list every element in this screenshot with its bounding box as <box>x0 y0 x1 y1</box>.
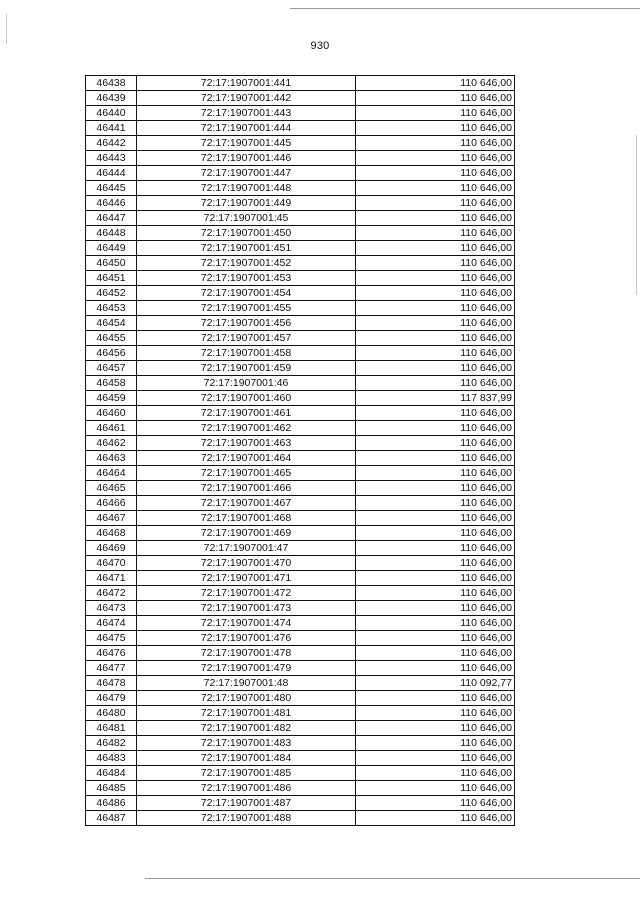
cadastral-number-cell: 72:17:1907001:463 <box>137 436 356 451</box>
cadastral-value-cell: 110 646,00 <box>356 481 515 496</box>
cadastral-number-cell: 72:17:1907001:457 <box>137 331 356 346</box>
table-row <box>86 811 515 826</box>
cadastral-number-cell: 72:17:1907001:473 <box>137 601 356 616</box>
cadastral-value-cell: 110 646,00 <box>356 256 515 271</box>
cadastral-value-cell: 110 646,00 <box>356 706 515 721</box>
table-row <box>86 541 515 556</box>
table-row <box>86 241 515 256</box>
cadastral-value-cell: 110 646,00 <box>356 211 515 226</box>
scan-edge-bottom <box>145 878 640 879</box>
cadastral-value-cell: 110 646,00 <box>356 121 515 136</box>
table-row <box>86 526 515 541</box>
row-number-cell: 46465 <box>86 481 137 496</box>
table-row <box>86 286 515 301</box>
cadastral-number-cell: 72:17:1907001:454 <box>137 286 356 301</box>
cadastral-number-cell: 72:17:1907001:442 <box>137 91 356 106</box>
row-number-cell: 46469 <box>86 541 137 556</box>
row-number-cell: 46440 <box>86 106 137 121</box>
row-number-cell: 46461 <box>86 421 137 436</box>
row-number-cell: 46482 <box>86 736 137 751</box>
row-number-cell: 46479 <box>86 691 137 706</box>
cadastral-value-cell: 110 646,00 <box>356 571 515 586</box>
table-row <box>86 406 515 421</box>
scan-edge-top <box>290 8 640 9</box>
table-row <box>86 316 515 331</box>
cadastral-number-cell: 72:17:1907001:474 <box>137 616 356 631</box>
cadastral-number-cell: 72:17:1907001:441 <box>137 76 356 91</box>
row-number-cell: 46483 <box>86 751 137 766</box>
cadastral-number-cell: 72:17:1907001:488 <box>137 811 356 826</box>
row-number-cell: 46475 <box>86 631 137 646</box>
table-row <box>86 166 515 181</box>
cadastral-value-cell: 110 646,00 <box>356 271 515 286</box>
cadastral-value-cell: 110 646,00 <box>356 541 515 556</box>
table-row <box>86 556 515 571</box>
cadastral-value-cell: 110 646,00 <box>356 586 515 601</box>
row-number-cell: 46453 <box>86 301 137 316</box>
cadastral-value-cell: 110 646,00 <box>356 556 515 571</box>
table-row <box>86 106 515 121</box>
table-row <box>86 676 515 691</box>
table-row <box>86 256 515 271</box>
table-row <box>86 646 515 661</box>
row-number-cell: 46438 <box>86 76 137 91</box>
cadastral-value-cell: 110 646,00 <box>356 616 515 631</box>
cadastral-value-cell: 110 646,00 <box>356 241 515 256</box>
row-number-cell: 46460 <box>86 406 137 421</box>
cadastral-value-cell: 110 646,00 <box>356 781 515 796</box>
row-number-cell: 46462 <box>86 436 137 451</box>
cadastral-value-cell: 110 646,00 <box>356 721 515 736</box>
row-number-cell: 46477 <box>86 661 137 676</box>
cadastral-number-cell: 72:17:1907001:479 <box>137 661 356 676</box>
cadastral-value-cell: 110 646,00 <box>356 406 515 421</box>
row-number-cell: 46443 <box>86 151 137 166</box>
row-number-cell: 46441 <box>86 121 137 136</box>
cadastral-number-cell: 72:17:1907001:45 <box>137 211 356 226</box>
cadastral-value-cell: 110 646,00 <box>356 181 515 196</box>
table-row <box>86 331 515 346</box>
cadastral-number-cell: 72:17:1907001:47 <box>137 541 356 556</box>
row-number-cell: 46451 <box>86 271 137 286</box>
cadastral-number-cell: 72:17:1907001:455 <box>137 301 356 316</box>
table-row <box>86 376 515 391</box>
row-number-cell: 46471 <box>86 571 137 586</box>
cadastral-number-cell: 72:17:1907001:476 <box>137 631 356 646</box>
table-row <box>86 151 515 166</box>
cadastral-value-cell: 110 646,00 <box>356 151 515 166</box>
row-number-cell: 46449 <box>86 241 137 256</box>
cadastral-number-cell: 72:17:1907001:469 <box>137 526 356 541</box>
cadastral-number-cell: 72:17:1907001:483 <box>137 736 356 751</box>
cadastral-number-cell: 72:17:1907001:450 <box>137 226 356 241</box>
cadastral-number-cell: 72:17:1907001:444 <box>137 121 356 136</box>
table-row <box>86 196 515 211</box>
cadastral-number-cell: 72:17:1907001:451 <box>137 241 356 256</box>
row-number-cell: 46474 <box>86 616 137 631</box>
table-row <box>86 301 515 316</box>
table-row <box>86 136 515 151</box>
table-row <box>86 451 515 466</box>
table-row <box>86 631 515 646</box>
cadastral-value-cell: 110 646,00 <box>356 496 515 511</box>
cadastral-number-cell: 72:17:1907001:472 <box>137 586 356 601</box>
row-number-cell: 46447 <box>86 211 137 226</box>
table-row <box>86 766 515 781</box>
row-number-cell: 46487 <box>86 811 137 826</box>
cadastral-number-cell: 72:17:1907001:465 <box>137 466 356 481</box>
table-row <box>86 751 515 766</box>
table-row <box>86 466 515 481</box>
row-number-cell: 46466 <box>86 496 137 511</box>
table-row <box>86 571 515 586</box>
cadastral-number-cell: 72:17:1907001:481 <box>137 706 356 721</box>
row-number-cell: 46481 <box>86 721 137 736</box>
row-number-cell: 46446 <box>86 196 137 211</box>
cadastral-value-cell: 110 646,00 <box>356 376 515 391</box>
cadastral-number-cell: 72:17:1907001:467 <box>137 496 356 511</box>
row-number-cell: 46454 <box>86 316 137 331</box>
table-row <box>86 601 515 616</box>
cadastral-value-cell: 110 646,00 <box>356 436 515 451</box>
row-number-cell: 46478 <box>86 676 137 691</box>
cadastral-value-cell: 110 092,77 <box>356 676 515 691</box>
cadastral-value-cell: 110 646,00 <box>356 286 515 301</box>
table-row <box>86 91 515 106</box>
row-number-cell: 46459 <box>86 391 137 406</box>
row-number-cell: 46476 <box>86 646 137 661</box>
cadastral-number-cell: 72:17:1907001:449 <box>137 196 356 211</box>
cadastral-number-cell: 72:17:1907001:480 <box>137 691 356 706</box>
cadastral-value-cell: 110 646,00 <box>356 346 515 361</box>
cadastral-value-cell: 110 646,00 <box>356 466 515 481</box>
table-row <box>86 481 515 496</box>
row-number-cell: 46480 <box>86 706 137 721</box>
row-number-cell: 46445 <box>86 181 137 196</box>
cadastral-value-cell: 110 646,00 <box>356 646 515 661</box>
cadastral-number-cell: 72:17:1907001:447 <box>137 166 356 181</box>
row-number-cell: 46450 <box>86 256 137 271</box>
cadastral-number-cell: 72:17:1907001:445 <box>137 136 356 151</box>
row-number-cell: 46484 <box>86 766 137 781</box>
table-body <box>86 76 515 826</box>
row-number-cell: 46470 <box>86 556 137 571</box>
cadastral-value-cell: 110 646,00 <box>356 421 515 436</box>
row-number-cell: 46486 <box>86 796 137 811</box>
table-row <box>86 211 515 226</box>
cadastral-value-cell: 110 646,00 <box>356 361 515 376</box>
table-row <box>86 121 515 136</box>
cadastral-value-cell: 110 646,00 <box>356 226 515 241</box>
row-number-cell: 46457 <box>86 361 137 376</box>
cadastral-value-cell: 110 646,00 <box>356 601 515 616</box>
table-row <box>86 361 515 376</box>
row-number-cell: 46467 <box>86 511 137 526</box>
cadastral-number-cell: 72:17:1907001:459 <box>137 361 356 376</box>
cadastral-value-cell: 110 646,00 <box>356 136 515 151</box>
cadastral-value-cell: 110 646,00 <box>356 736 515 751</box>
row-number-cell: 46452 <box>86 286 137 301</box>
cadastral-number-cell: 72:17:1907001:468 <box>137 511 356 526</box>
cadastral-value-cell: 110 646,00 <box>356 691 515 706</box>
row-number-cell: 46468 <box>86 526 137 541</box>
cadastral-value-cell: 110 646,00 <box>356 331 515 346</box>
row-number-cell: 46456 <box>86 346 137 361</box>
cadastral-number-cell: 72:17:1907001:485 <box>137 766 356 781</box>
cadastral-number-cell: 72:17:1907001:466 <box>137 481 356 496</box>
cadastral-number-cell: 72:17:1907001:471 <box>137 571 356 586</box>
cadastral-number-cell: 72:17:1907001:462 <box>137 421 356 436</box>
cadastral-number-cell: 72:17:1907001:448 <box>137 181 356 196</box>
cadastral-value-cell: 110 646,00 <box>356 106 515 121</box>
table-row <box>86 616 515 631</box>
cadastral-value-cell: 110 646,00 <box>356 811 515 826</box>
table-row <box>86 721 515 736</box>
row-number-cell: 46444 <box>86 166 137 181</box>
row-number-cell: 46464 <box>86 466 137 481</box>
row-number-cell: 46472 <box>86 586 137 601</box>
cadastral-value-cell: 110 646,00 <box>356 526 515 541</box>
table-row <box>86 181 515 196</box>
cadastral-value-cell: 110 646,00 <box>356 451 515 466</box>
row-number-cell: 46458 <box>86 376 137 391</box>
row-number-cell: 46442 <box>86 136 137 151</box>
table-row <box>86 436 515 451</box>
cadastral-number-cell: 72:17:1907001:453 <box>137 271 356 286</box>
row-number-cell: 46485 <box>86 781 137 796</box>
cadastral-value-cell: 117 837,99 <box>356 391 515 406</box>
cadastral-number-cell: 72:17:1907001:484 <box>137 751 356 766</box>
cadastral-value-cell: 110 646,00 <box>356 511 515 526</box>
cadastral-value-cell: 110 646,00 <box>356 631 515 646</box>
cadastral-number-cell: 72:17:1907001:456 <box>137 316 356 331</box>
cadastral-value-cell: 110 646,00 <box>356 166 515 181</box>
table-row <box>86 661 515 676</box>
cadastral-number-cell: 72:17:1907001:443 <box>137 106 356 121</box>
cadastral-value-cell: 110 646,00 <box>356 76 515 91</box>
cadastral-number-cell: 72:17:1907001:446 <box>137 151 356 166</box>
cadastral-value-cell: 110 646,00 <box>356 316 515 331</box>
cadastral-number-cell: 72:17:1907001:487 <box>137 796 356 811</box>
cadastral-value-cell: 110 646,00 <box>356 196 515 211</box>
table-row <box>86 781 515 796</box>
table-row <box>86 496 515 511</box>
table-row <box>86 226 515 241</box>
page-number: 930 <box>310 40 330 52</box>
row-number-cell: 46473 <box>86 601 137 616</box>
cadastral-number-cell: 72:17:1907001:452 <box>137 256 356 271</box>
table-row <box>86 271 515 286</box>
cadastral-number-cell: 72:17:1907001:482 <box>137 721 356 736</box>
cadastral-number-cell: 72:17:1907001:48 <box>137 676 356 691</box>
row-number-cell: 46455 <box>86 331 137 346</box>
cadastral-value-table <box>85 75 515 826</box>
cadastral-number-cell: 72:17:1907001:470 <box>137 556 356 571</box>
cadastral-value-cell: 110 646,00 <box>356 796 515 811</box>
cadastral-value-cell: 110 646,00 <box>356 766 515 781</box>
table-row <box>86 76 515 91</box>
cadastral-number-cell: 72:17:1907001:46 <box>137 376 356 391</box>
table-row <box>86 346 515 361</box>
table-row <box>86 691 515 706</box>
table-row <box>86 391 515 406</box>
row-number-cell: 46463 <box>86 451 137 466</box>
scan-edge-right <box>636 135 637 295</box>
table-row <box>86 796 515 811</box>
cadastral-value-cell: 110 646,00 <box>356 91 515 106</box>
cadastral-number-cell: 72:17:1907001:458 <box>137 346 356 361</box>
cadastral-number-cell: 72:17:1907001:486 <box>137 781 356 796</box>
cadastral-number-cell: 72:17:1907001:478 <box>137 646 356 661</box>
cadastral-value-cell: 110 646,00 <box>356 751 515 766</box>
table-row <box>86 421 515 436</box>
table-row <box>86 586 515 601</box>
cadastral-number-cell: 72:17:1907001:461 <box>137 406 356 421</box>
table-row <box>86 736 515 751</box>
row-number-cell: 46439 <box>86 91 137 106</box>
table-row <box>86 706 515 721</box>
cadastral-number-cell: 72:17:1907001:460 <box>137 391 356 406</box>
cadastral-number-cell: 72:17:1907001:464 <box>137 451 356 466</box>
cadastral-value-cell: 110 646,00 <box>356 301 515 316</box>
table-row <box>86 511 515 526</box>
cadastral-value-cell: 110 646,00 <box>356 661 515 676</box>
row-number-cell: 46448 <box>86 226 137 241</box>
